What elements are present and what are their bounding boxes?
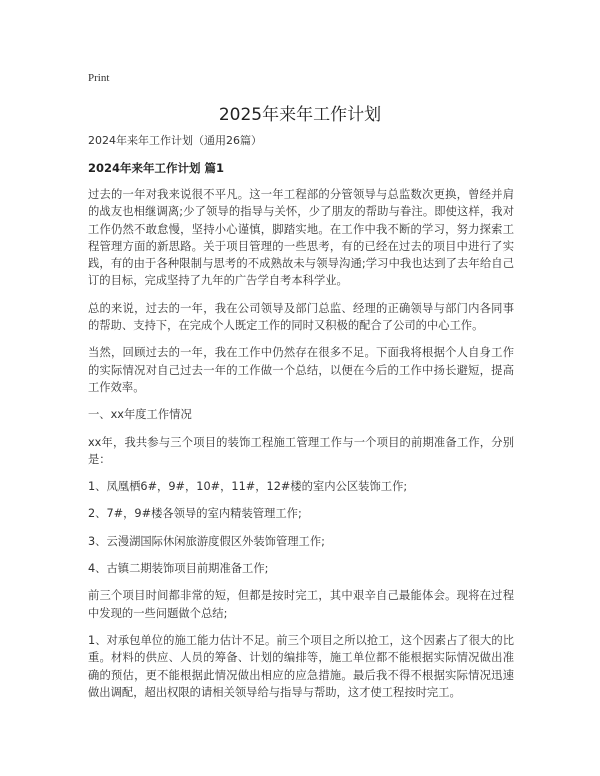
list-item: 4、古镇二期装饰项目前期准备工作; xyxy=(88,562,269,576)
paragraph: 前三个项目时间都非常的短，但都是按时完工，其中艰辛自己最能体会。现将在过程中发现的一些问题做个总结; xyxy=(88,589,514,620)
list-item: 3、云漫湖国际休闲旅游度假区外装饰管理工作; xyxy=(88,534,325,548)
section-heading: 2024年来年工作计划 篇1 xyxy=(88,161,225,175)
list-item: 1、凤凰栖6#，9#，10#，11#，12#楼的室内公区装饰工作; xyxy=(88,480,408,494)
section-subheading: 一、xx年度工作情况 xyxy=(88,408,192,422)
list-item: 2、7#，9#楼各领导的室内精装管理工作; xyxy=(88,507,302,521)
document-subtitle: 2024年来年工作计划（通用26篇） xyxy=(88,134,262,147)
paragraph: xx年，我共参与三个项目的装饰工程施工管理工作与一个项目的前期准备工作，分别是： xyxy=(88,435,514,466)
document-title: 2025年来年工作计划 xyxy=(218,105,382,125)
paragraph: 1、对承包单位的施工能力估计不足。前三个项目之所以抢工，这个因素占了很大的比重。材料的供应、人员的筹备、计划的编排等，施工单位都不能根据实际情况做出准确的预估，更不能根据此情况做出相应的应急措施。最后我不得不根据实际情况迅速做出调配，超出权限的请相关领导给与指导与帮助，这才使工程按时完工。 xyxy=(88,633,514,699)
document-body xyxy=(88,133,514,711)
print-label[interactable]: Print xyxy=(88,72,110,84)
paragraph: 总的来说，过去的一年，我在公司领导及部门总监、经理的正确领导与部门内各同事的帮助、支持下，在完成个人既定工作的同时又积极的配合了公司的中心工作。 xyxy=(88,301,514,333)
paragraph: 过去的一年对我来说很不平凡。这一年工程部的分管领导与总监数次更换，曾经并肩的战友也相继调离;少了领导的指导与关怀，少了朋友的帮助与眷注。即使这样，我对工作仍然不敢怠慢，坚持小心谨慎，脚踏实地。在工作中我不断的学习，努力探索工程管理方面的新思路。关于项目管理的一些思考，有的已经在过去的项目中进行了实践，有的由于各种限制与思考的不成熟故未与领导沟通;学习中我也达到了去年给自己订的目标，完成坚持了九年的广告学自考本科学业。 xyxy=(88,188,514,288)
paragraph: 当然，回顾过去的一年，我在工作中仍然存在很多不足。下面我将根据个人自身工作的实际情况对自己过去一年的工作做一个总结，以便在今后的工作中扬长避短，提高工作效率。 xyxy=(88,346,514,394)
